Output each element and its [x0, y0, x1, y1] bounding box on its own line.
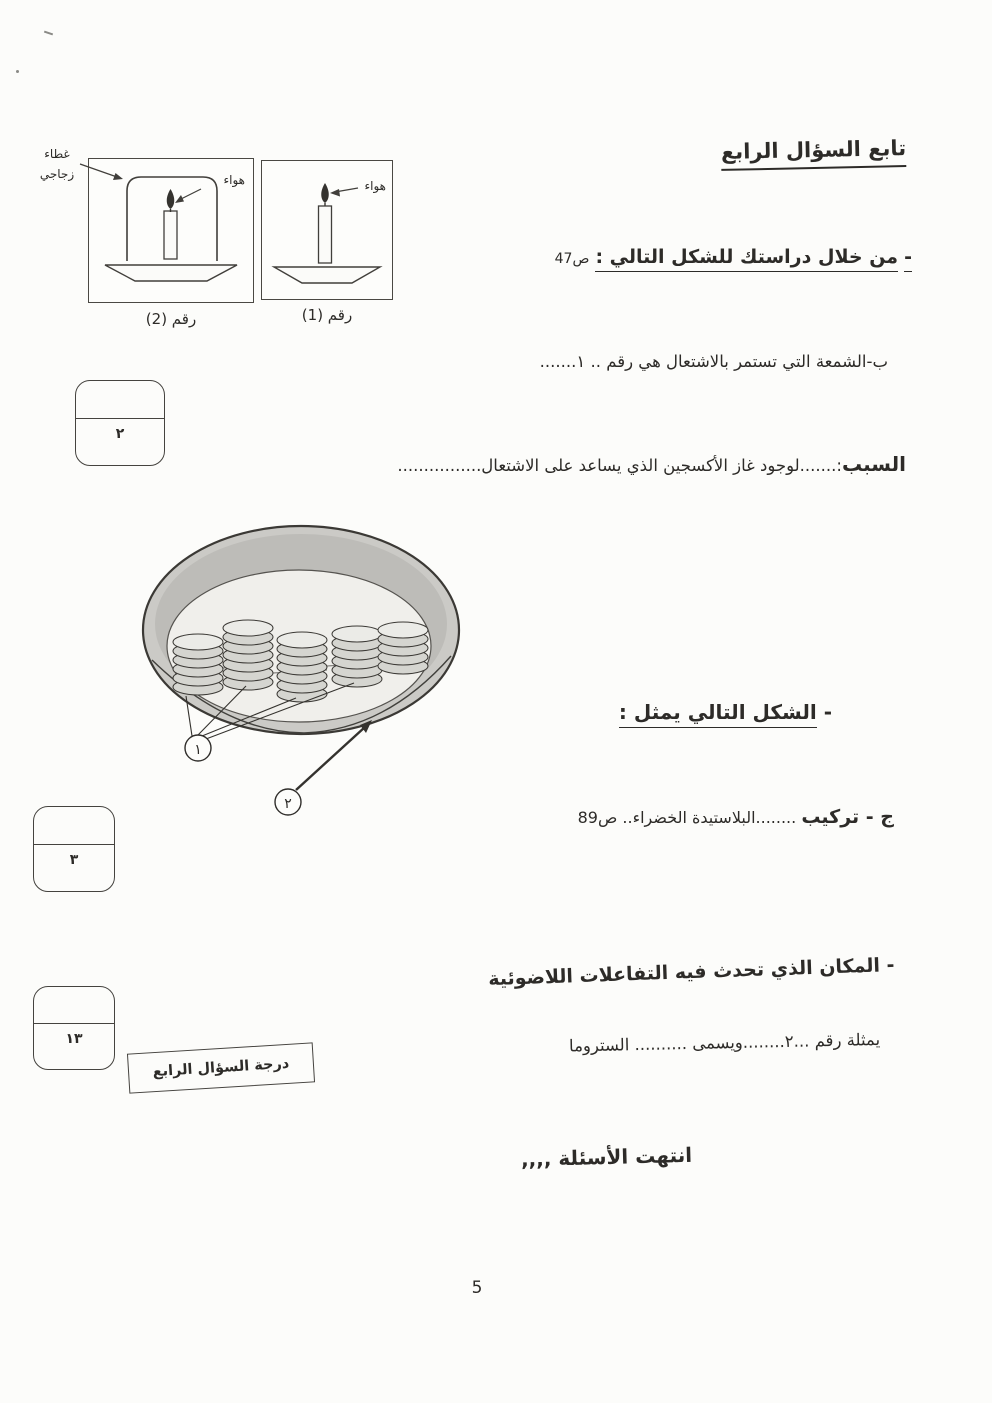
question-d-answer-line: يمثلة رقم ...٢........ويسمى .......... الستروما [568, 1030, 881, 1056]
question-b-line: ب-الشمعة التي تستمر بالاشتعال هي رقم .. ١....... [539, 352, 888, 371]
score-box-c-value: ٣ [69, 852, 79, 869]
score-box-divider [75, 418, 165, 419]
air-label-right: هواء [364, 179, 386, 193]
reason-line [397, 452, 906, 476]
question-intro-dash: - [904, 246, 912, 272]
chloroplast-figure [136, 518, 468, 830]
total-score-caption: درجة السؤال الرابع [127, 1042, 315, 1093]
figure-represents-line [619, 700, 832, 724]
candle-open-caption: رقم (1) [301, 306, 353, 324]
figure-represents-text: الشكل التالي يمثل : [619, 700, 817, 728]
question-c-line [578, 806, 894, 828]
score-box-total-value: ١٣ [65, 1031, 83, 1048]
end-of-questions-text: انتهت الأسئلة ,,,, [520, 1142, 693, 1172]
granum-stack [173, 634, 223, 695]
score-box-c [33, 806, 115, 892]
score-box-divider [33, 1023, 115, 1024]
figure-represents-dash: - [823, 700, 832, 724]
granum-stack [223, 620, 273, 690]
score-box-total [33, 986, 115, 1070]
air-arrowhead [175, 195, 184, 203]
page-title: تابع السؤال الرابع [720, 136, 906, 171]
question-intro-line [555, 246, 912, 268]
candle-dish [274, 267, 380, 283]
scan-artifact [16, 70, 19, 73]
candle-body [164, 211, 177, 259]
granum-stack [277, 632, 327, 702]
glass-cover-label-line2: زجاجي [39, 167, 75, 182]
candle-covered-caption: رقم (2) [145, 310, 197, 328]
label-2-text: ٢ [284, 796, 292, 812]
candle-covered-box [88, 158, 254, 303]
label-1-text: ١ [194, 742, 202, 758]
chloroplast-drawing [136, 518, 468, 830]
label-2-arrow-line [296, 727, 365, 790]
candle-dish [105, 265, 237, 281]
reason-label: السبب [841, 452, 906, 476]
question-d-line: - المكان الذي تحدث فيه التفاعلات اللاضوئية [487, 954, 895, 991]
air-arrowhead [330, 189, 340, 197]
score-box-divider [33, 844, 115, 845]
question-c-answer: ........البلاستيدة الخضراء.. ص89 [577, 808, 797, 827]
candle-experiment-figure [28, 136, 410, 338]
question-intro-text: من خلال دراستك للشكل التالي : [595, 246, 898, 272]
glass-cover-label-line1: غطاء [44, 147, 70, 161]
air-label-left: هواء [223, 173, 245, 187]
granum-stack [378, 622, 428, 674]
reason-text: :.......لوجود غاز الأكسجين الذي يساعد على الاشتعال................ [397, 456, 842, 475]
candle-flame [321, 183, 329, 203]
scan-artifact [44, 31, 53, 36]
score-box-b-value: ٢ [115, 426, 125, 443]
candle-body [319, 206, 332, 263]
question-c-label: ج - تركيب [801, 806, 894, 828]
page-number: 5 [471, 1278, 483, 1298]
glass-cover-label [30, 144, 84, 185]
candle-open-box [261, 160, 393, 300]
granum-stack [332, 626, 382, 687]
score-box-b [75, 380, 165, 466]
candle-flame [167, 189, 175, 209]
question-intro-pageref: ص47 [554, 251, 590, 267]
